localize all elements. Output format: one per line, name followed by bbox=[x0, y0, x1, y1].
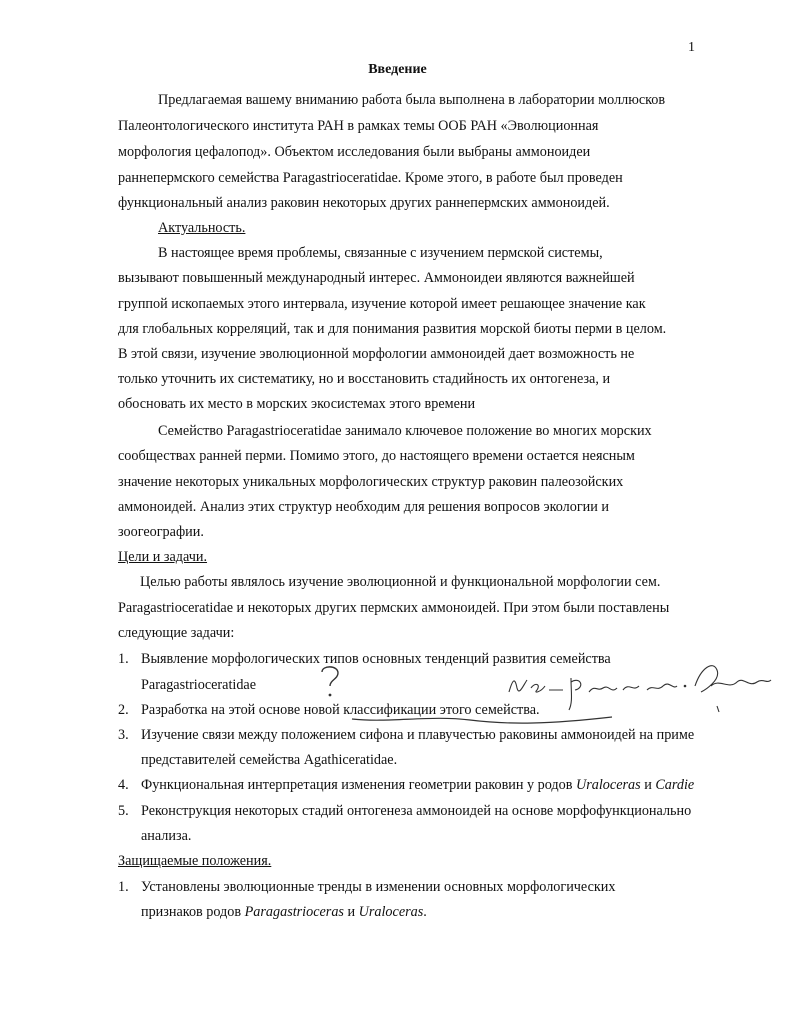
intro-line: раннепермского семейства Paragastrioceratidae. Кроме этого, в работе был проведен bbox=[118, 170, 623, 186]
task-number: 2. bbox=[118, 702, 129, 718]
family-line: значение некоторых уникальных морфологических структур раковин палеозойских bbox=[118, 474, 624, 490]
relevance-heading: Актуальность. bbox=[158, 220, 246, 236]
intro-line: функциональный анализ раковин некоторых других раннепермских аммоноидей. bbox=[118, 195, 610, 211]
task-text: Paragastrioceratidae bbox=[141, 677, 257, 693]
goals-line: Целью работы являлось изучение эволюционной и функциональной морфологии сем. bbox=[140, 574, 661, 590]
task-number: 5. bbox=[118, 803, 129, 819]
task-number: 4. bbox=[118, 777, 129, 793]
task-text: Реконструкция некоторых стадий онтогенеза аммоноидей на основе морфофункционально bbox=[141, 803, 692, 819]
section-title: Введение bbox=[368, 62, 427, 77]
defended-text: признаков родов Paragastrioceras и Uraloceras. bbox=[141, 904, 427, 920]
relevance-line: для глобальных корреляций, так и для понимания развития морской биоты перми в целом. bbox=[118, 321, 667, 337]
relevance-line: вызывают повышенный международный интерес. Аммоноидеи являются важнейшей bbox=[118, 270, 635, 286]
family-line: сообществах ранней перми. Помимо этого, до настоящего времени остается неясным bbox=[118, 448, 635, 464]
relevance-line: группой ископаемых этого интервала, изучение которой имеет решающее значение как bbox=[118, 296, 646, 312]
task-text: представителей семейства Agathiceratidae. bbox=[141, 752, 398, 768]
goals-line: следующие задачи: bbox=[118, 625, 235, 641]
goals-heading: Цели и задачи. bbox=[118, 549, 208, 565]
family-line: аммоноидей. Анализ этих структур необходим для решения вопросов экологии и bbox=[118, 499, 609, 515]
task-number: 1. bbox=[118, 651, 129, 667]
relevance-line: В этой связи, изучение эволюционной морфологии аммоноидей дает возможность не bbox=[118, 346, 635, 362]
task-text: Функциональная интерпретация изменения геометрии раковин у родов Uraloceras и Cardie bbox=[141, 777, 695, 793]
defended-number: 1. bbox=[118, 879, 129, 895]
task-text: анализа. bbox=[141, 828, 192, 844]
intro-line: Предлагаемая вашему вниманию работа была выполнена в лаборатории моллюсков bbox=[158, 92, 666, 108]
defended-text: Установлены эволюционные тренды в изменении основных морфологических bbox=[141, 879, 616, 895]
relevance-line: В настоящее время проблемы, связанные с изучением пермской системы, bbox=[158, 245, 603, 261]
page-number: 1 bbox=[688, 40, 695, 55]
defended-heading: Защищаемые положения. bbox=[118, 853, 272, 869]
family-line: Семейство Paragastrioceratidae занимало ключевое положение во многих морских bbox=[158, 423, 652, 439]
task-text: Изучение связи между положением сифона и плавучестью раковины аммоноидей на приме bbox=[141, 727, 695, 743]
task-text: Выявление морфологических типов основных тенденций развития семейства bbox=[141, 651, 611, 667]
task-number: 3. bbox=[118, 727, 129, 743]
relevance-line: только уточнить их систематику, но и восстановить стадийность их онтогенеза, и bbox=[118, 371, 611, 387]
family-line: зоогеографии. bbox=[118, 524, 204, 540]
goals-line: Paragastrioceratidae и некоторых других пермских аммоноидей. При этом были поставлены bbox=[118, 600, 670, 616]
intro-line: Палеонтологического института РАН в рамках темы ООБ РАН «Эволюционная bbox=[118, 118, 599, 134]
relevance-line: обосновать их место в морских экосистемах этого времени bbox=[118, 396, 476, 412]
intro-line: морфология цефалопод». Объектом исследования были выбраны аммоноидеи bbox=[118, 144, 591, 160]
task-text: Разработка на этой основе новой классификации этого семейства. bbox=[141, 702, 540, 718]
